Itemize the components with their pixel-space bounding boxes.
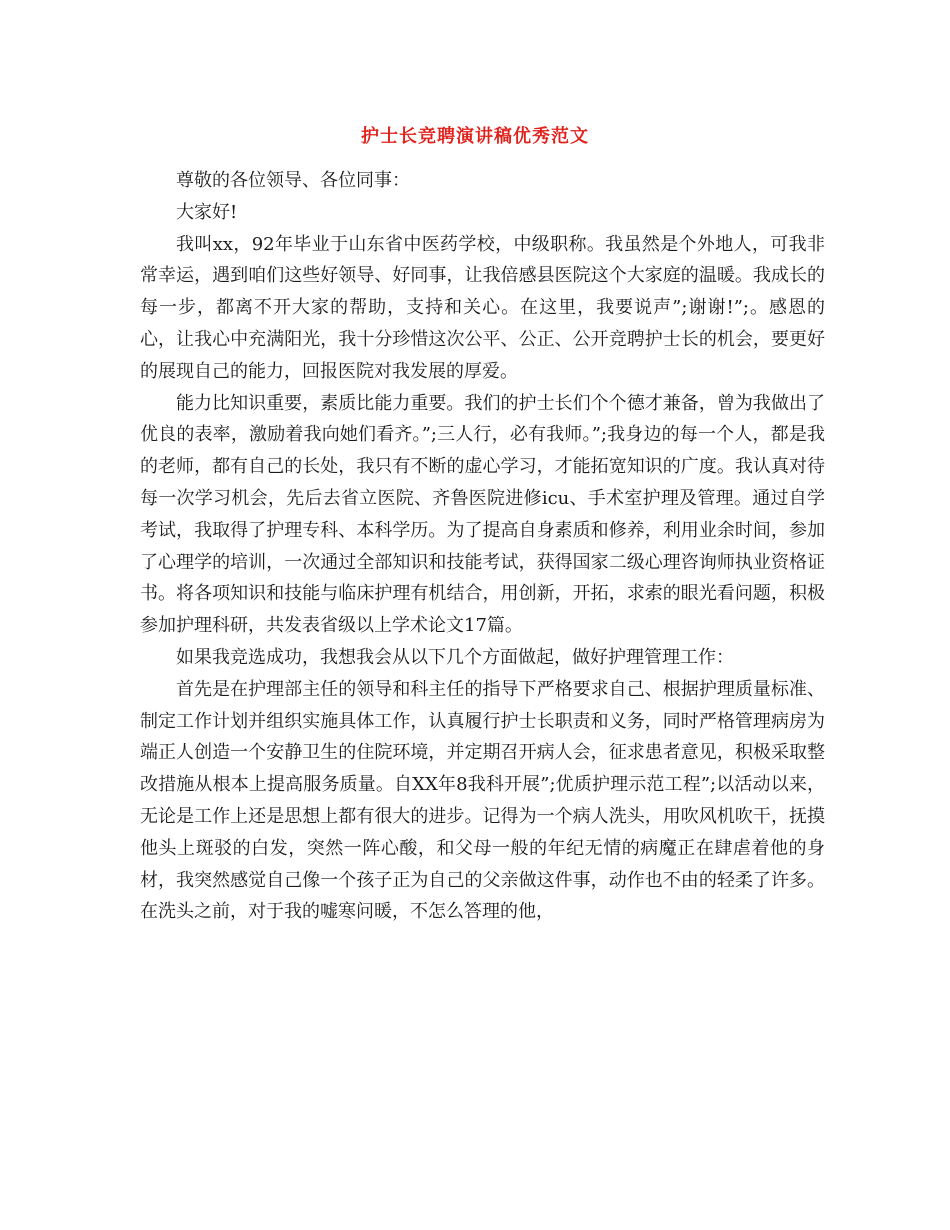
paragraph-plan-first: 首先是在护理部主任的领导和科主任的指导下严格要求自己、根据护理质量标准、制定工作计划并组织实施具体工作，认真履行护士长职责和义务，同时严格管理病房为端正人创造一个安静卫生的住院环境，并定期召开病人会，征求患者意见，积极采取整改措施从根本上提高服务质量。自XX年8我科开展”;优质护理示范工程”;以活动以来，无论是工作上还是思想上都有很大的进步。记得为一个病人洗头，用吹风机吹干，抚摸他头上斑驳的白发，突然一阵心酸，和父母一般的年纪无情的病魔正在肆虐着他的身材，我突然感觉自己像一个孩子正为自己的父亲做这件事，动作也不由的轻柔了许多。在洗头之前，对于我的嘘寒问暖，不怎么答理的他，	[140, 678, 825, 923]
paragraph-qualifications: 能力比知识重要，素质比能力重要。我们的护士长们个个德才兼备，曾为我做出了优良的表率，激励着我向她们看齐。”;三人行，必有我师。”;我身边的每一个人，都是我的老师，都有自己的长处，我只有不断的虚心学习，才能拓宽知识的广度。我认真对待每一次学习机会，先后去省立医院、齐鲁医院进修icu、手术室护理及管理。通过自学考试，我取得了护理专科、本科学历。为了提高自身素质和修养，利用业余时间，参加了心理学的培训，一次通过全部知识和技能考试，获得国家二级心理咨询师执业资格证书。将各项知识和技能与临床护理有机结合，用创新，开拓，求索的眼光看问题，积极参加护理科研，共发表省级以上学术论文17篇。	[140, 392, 825, 637]
paragraph-introduction: 我叫xx，92年毕业于山东省中医药学校，中级职称。我虽然是个外地人，可我非常幸运，遇到咱们这些好领导、好同事，让我倍感县医院这个大家庭的温暖。我成长的每一步，都离不开大家的帮助，支持和关心。在这里，我要说声”;谢谢!”;。感恩的心，让我心中充满阳光，我十分珍惜这次公平、公正、公开竞聘护士长的机会，要更好的展现自己的能力，回报医院对我发展的厚爱。	[140, 233, 825, 382]
document-body	[140, 165, 825, 928]
paragraph-salutation: 尊敬的各位领导、各位同事：	[176, 170, 410, 191]
paragraph-greeting: 大家好!	[176, 201, 238, 223]
document-title: 护士长竞聘演讲稿优秀范文	[361, 126, 589, 147]
paragraph-plan-intro: 如果我竞选成功，我想我会从以下几个方面做起，做好护理管理工作：	[176, 646, 734, 668]
